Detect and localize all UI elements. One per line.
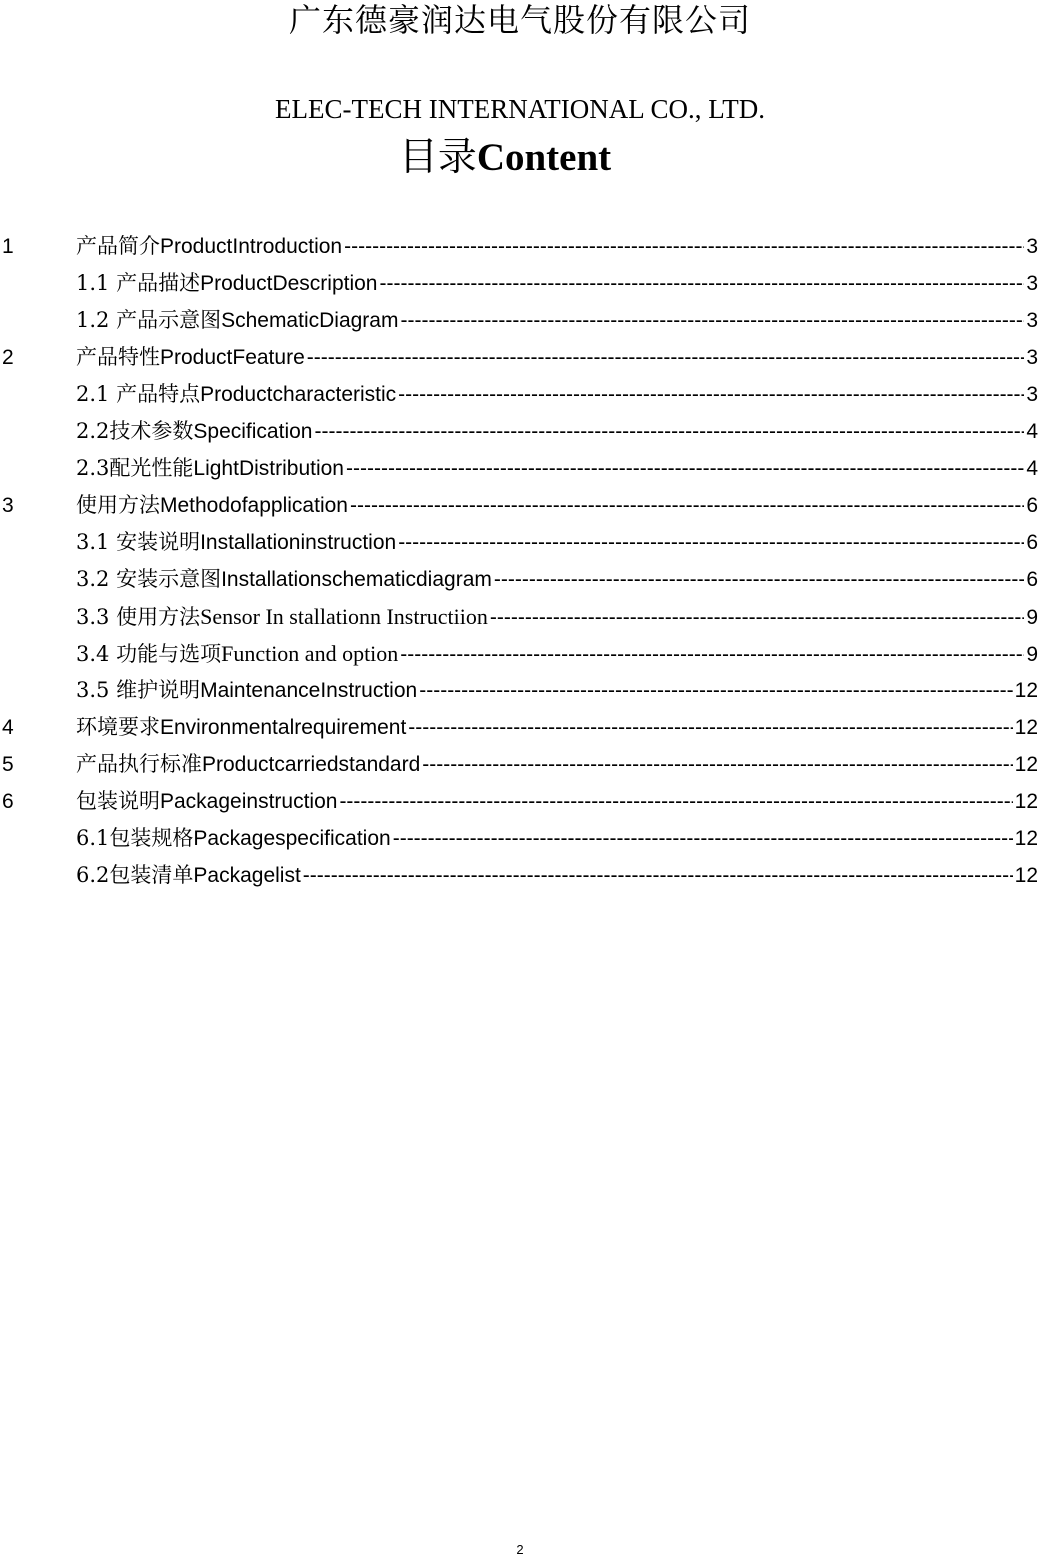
toc-page-number: 12 [1014, 827, 1038, 850]
toc-entry-title-en: Function and option [221, 641, 399, 666]
toc-entry-number: 5 [2, 753, 14, 776]
footer-page-number: 2 [516, 1542, 524, 1557]
toc-page-number: 6 [1026, 494, 1038, 517]
toc-entry-title-cn: 产品执行标准 [76, 752, 202, 776]
toc-entry-title-en: Packagespecification [193, 827, 391, 850]
toc-leader [303, 857, 1013, 894]
toc-page-number: 12 [1014, 679, 1038, 702]
toc-entry-3[interactable] [0, 487, 1040, 524]
toc-entry-title-en: LightDistribution [193, 457, 344, 480]
toc-entry-title-en: MaintenanceInstruction [200, 679, 418, 702]
toc-page-number: 3 [1026, 272, 1038, 295]
toc-leader [380, 265, 1025, 302]
toc-entry-title-en: Packageinstruction [160, 790, 338, 813]
toc-entry-2-2[interactable] [0, 413, 1040, 450]
toc-leader [314, 413, 1024, 450]
toc-entry-title-en: Packagelist [193, 864, 301, 887]
company-name-english: ELEC-TECH INTERNATIONAL CO., LTD. [275, 94, 765, 124]
toc-entry-title-en: ProductIntroduction [160, 235, 343, 258]
toc-entry-3-3[interactable] [0, 598, 1040, 635]
company-name-chinese: 广东德豪润达电气股份有限公司 [288, 1, 751, 39]
toc-page-number: 6 [1026, 568, 1038, 591]
toc-entry-title-cn: 2.2技术参数 [76, 419, 194, 443]
toc-entry-number: 2 [2, 346, 14, 369]
toc-entry-title-cn: 3.3 使用方法 [76, 605, 201, 629]
toc-leader [393, 820, 1013, 857]
toc-entry-title-cn: 6.1包装规格 [76, 826, 194, 850]
toc-leader [398, 524, 1024, 561]
toc-page-number: 12 [1014, 716, 1038, 739]
toc-page-number: 6 [1026, 531, 1038, 554]
toc-entry-title-cn: 2.1 产品特点 [76, 382, 201, 406]
toc-entry-title-cn: 3.5 维护说明 [76, 678, 201, 702]
toc-page-number: 3 [1026, 346, 1038, 369]
toc-entry-1[interactable] [0, 228, 1040, 265]
toc-entry-6-2[interactable] [0, 857, 1040, 894]
toc-entry-title-en: Environmentalrequirement [160, 716, 407, 739]
toc-page-number: 12 [1014, 790, 1038, 813]
toc-entry-title-cn: 1.2 产品示意图 [76, 308, 222, 332]
toc-entry-title-en: SchematicDiagram [221, 309, 399, 332]
toc-leader [339, 783, 1012, 820]
table-of-contents [0, 228, 1040, 894]
toc-title-english: Content [476, 136, 612, 179]
toc-entry-title-en: Productcarriedstandard [202, 753, 421, 776]
toc-leader [494, 561, 1024, 598]
toc-entry-number: 1 [2, 235, 14, 258]
toc-entry-2-1[interactable] [0, 376, 1040, 413]
toc-title [0, 134, 1010, 182]
toc-page-number: 12 [1014, 864, 1038, 887]
toc-entry-number: 4 [2, 716, 14, 739]
toc-leader [408, 709, 1012, 746]
toc-entry-1-1[interactable] [0, 265, 1040, 302]
toc-leader [350, 487, 1024, 524]
toc-title-chinese: 目录 [398, 135, 477, 180]
toc-leader [344, 228, 1024, 265]
toc-leader [398, 376, 1024, 413]
toc-entry-2-3[interactable] [0, 450, 1040, 487]
toc-entry-6-1[interactable] [0, 820, 1040, 857]
toc-entry-title-cn: 6.2包装清单 [76, 863, 194, 887]
toc-page-number: 4 [1026, 457, 1038, 480]
toc-page-number: 3 [1026, 309, 1038, 332]
toc-entry-title-cn: 2.3配光性能 [76, 456, 194, 480]
toc-entry-3-2[interactable] [0, 561, 1040, 598]
toc-entry-title-cn: 产品特性 [76, 345, 160, 369]
toc-leader [307, 339, 1025, 376]
toc-entry-4[interactable] [0, 709, 1040, 746]
toc-entry-title-cn: 3.2 安装示意图 [76, 567, 222, 591]
toc-entry-title-cn: 使用方法 [76, 493, 160, 517]
toc-entry-number: 6 [2, 790, 14, 813]
toc-entry-title-en: Sensor In stallationn Instructiion [200, 604, 488, 629]
toc-leader [400, 636, 1024, 673]
toc-page-number: 3 [1026, 235, 1038, 258]
toc-page-number: 4 [1026, 420, 1038, 443]
toc-entry-2[interactable] [0, 339, 1040, 376]
toc-entry-6[interactable] [0, 783, 1040, 820]
toc-entry-title-en: Installationschematicdiagram [221, 568, 492, 591]
toc-leader [346, 450, 1024, 487]
toc-entry-title-en: Installationinstruction [200, 531, 397, 554]
toc-entry-title-cn: 产品简介 [76, 234, 160, 258]
toc-entry-3-4[interactable] [0, 635, 1040, 672]
toc-page-number: 9 [1026, 606, 1038, 629]
toc-entry-title-en: ProductDescription [200, 272, 378, 295]
toc-entry-5[interactable] [0, 746, 1040, 783]
toc-entry-title-cn: 包装说明 [76, 789, 160, 813]
toc-page-number: 9 [1026, 643, 1038, 666]
toc-entry-3-1[interactable] [0, 524, 1040, 561]
toc-entry-title-en: Specification [193, 420, 313, 443]
toc-leader [419, 672, 1012, 709]
toc-entry-number: 3 [2, 494, 14, 517]
toc-entry-title-en: Methodofapplication [160, 494, 348, 517]
toc-entry-title-cn: 1.1 产品描述 [76, 271, 201, 295]
toc-leader [490, 599, 1024, 636]
toc-page-number: 12 [1014, 753, 1038, 776]
toc-leader [422, 746, 1012, 783]
toc-entry-3-5[interactable] [0, 672, 1040, 709]
toc-entry-title-cn: 3.1 安装说明 [76, 530, 201, 554]
toc-entry-title-en: ProductFeature [160, 346, 305, 369]
toc-entry-title-en: Productcharacteristic [200, 383, 397, 406]
toc-entry-title-cn: 环境要求 [76, 715, 160, 739]
toc-entry-title-cn: 3.4 功能与选项 [76, 642, 222, 666]
toc-entry-1-2[interactable] [0, 302, 1040, 339]
toc-page-number: 3 [1026, 383, 1038, 406]
toc-leader [400, 302, 1024, 339]
